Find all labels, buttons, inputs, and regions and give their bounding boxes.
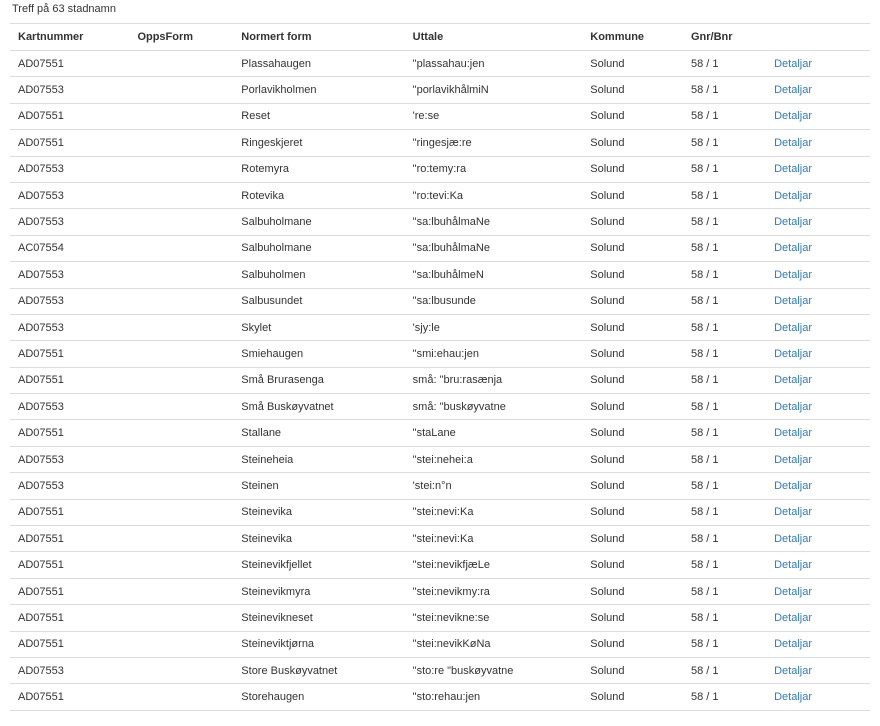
normert-form-cell: Smiehaugen [233, 341, 404, 367]
kartnummer-cell: AD07551 [10, 420, 129, 446]
table-row [10, 51, 870, 77]
detaljar-link[interactable]: Detaljar [774, 163, 812, 176]
kartnummer-cell: AD07551 [10, 526, 129, 552]
kartnummer-cell: AD07553 [10, 473, 129, 499]
detaljar-link[interactable]: Detaljar [774, 57, 812, 70]
table-row [10, 367, 870, 393]
uttale-cell: "ro:temy:ra [405, 156, 583, 182]
kommune-cell: Solund [582, 552, 683, 578]
gnr-bnr-cell: 58 / 1 [683, 262, 766, 288]
oppsform-cell [129, 394, 233, 420]
gnr-bnr-cell: 58 / 1 [683, 77, 766, 103]
gnr-bnr-cell: 58 / 1 [683, 103, 766, 129]
column-header-uttale: Uttale [405, 24, 583, 51]
kartnummer-cell: AD07551 [10, 499, 129, 525]
kartnummer-cell: AD07553 [10, 446, 129, 472]
gnr-bnr-cell: 58 / 1 [683, 394, 766, 420]
normert-form-cell: Salbuholmen [233, 262, 404, 288]
kommune-cell: Solund [582, 156, 683, 182]
uttale-cell: 'sjy:le [405, 314, 583, 340]
oppsform-cell [129, 473, 233, 499]
table-row [10, 499, 870, 525]
detail-cell [766, 473, 870, 499]
normert-form-cell: Steinevikmyra [233, 578, 404, 604]
oppsform-cell [129, 77, 233, 103]
uttale-cell: "stei:nevikne:se [405, 605, 583, 631]
detail-cell [766, 235, 870, 261]
gnr-bnr-cell: 58 / 1 [683, 341, 766, 367]
gnr-bnr-cell: 58 / 1 [683, 605, 766, 631]
gnr-bnr-cell: 58 / 1 [683, 235, 766, 261]
normert-form-cell: Små Buskøyvatnet [233, 394, 404, 420]
kartnummer-cell: AD07551 [10, 605, 129, 631]
detail-cell [766, 209, 870, 235]
kartnummer-cell: AD07553 [10, 77, 129, 103]
uttale-cell: "sto:rehau:jen [405, 684, 583, 710]
oppsform-cell [129, 526, 233, 552]
table-row [10, 314, 870, 340]
detaljar-link[interactable]: Detaljar [774, 84, 812, 97]
oppsform-cell [129, 631, 233, 657]
kommune-cell: Solund [582, 235, 683, 261]
detaljar-link[interactable]: Detaljar [774, 479, 812, 492]
detaljar-link[interactable]: Detaljar [774, 268, 812, 281]
table-row [10, 103, 870, 129]
normert-form-cell: Rotemyra [233, 156, 404, 182]
table-row [10, 657, 870, 683]
detaljar-link[interactable]: Detaljar [774, 110, 812, 123]
detaljar-link[interactable]: Detaljar [774, 532, 812, 545]
detail-cell [766, 262, 870, 288]
kommune-cell: Solund [582, 394, 683, 420]
kartnummer-cell: AD07553 [10, 209, 129, 235]
uttale-cell: "staLane [405, 420, 583, 446]
result-count: Treff på 63 stadnamn [12, 3, 116, 15]
gnr-bnr-cell: 58 / 1 [683, 209, 766, 235]
normert-form-cell: Plassahaugen [233, 51, 404, 77]
column-header-normert-form: Normert form [233, 24, 404, 51]
kommune-cell: Solund [582, 209, 683, 235]
uttale-cell: "stei:nevikfjæLe [405, 552, 583, 578]
gnr-bnr-cell: 58 / 1 [683, 578, 766, 604]
oppsform-cell [129, 578, 233, 604]
kartnummer-cell: AD07551 [10, 578, 129, 604]
uttale-cell: "stei:nevikmy:ra [405, 578, 583, 604]
normert-form-cell: Rotevika [233, 182, 404, 208]
kommune-cell: Solund [582, 631, 683, 657]
detail-cell [766, 77, 870, 103]
detail-cell [766, 657, 870, 683]
kommune-cell: Solund [582, 446, 683, 472]
kartnummer-cell: AD07551 [10, 341, 129, 367]
detaljar-link[interactable]: Detaljar [774, 664, 812, 677]
gnr-bnr-cell: 58 / 1 [683, 657, 766, 683]
kommune-cell: Solund [582, 605, 683, 631]
gnr-bnr-cell: 58 / 1 [683, 446, 766, 472]
gnr-bnr-cell: 58 / 1 [683, 684, 766, 710]
normert-form-cell: Salbuholmane [233, 209, 404, 235]
detaljar-link[interactable]: Detaljar [774, 374, 812, 387]
column-header-kommune: Kommune [582, 24, 683, 51]
detaljar-link[interactable]: Detaljar [774, 136, 812, 149]
detail-cell [766, 130, 870, 156]
normert-form-cell: Steinevikneset [233, 605, 404, 631]
kommune-cell: Solund [582, 182, 683, 208]
kommune-cell: Solund [582, 341, 683, 367]
gnr-bnr-cell: 58 / 1 [683, 314, 766, 340]
table-row [10, 578, 870, 604]
table-row [10, 605, 870, 631]
detail-cell [766, 288, 870, 314]
normert-form-cell: Store Buskøyvatnet [233, 657, 404, 683]
normert-form-cell: Ringeskjeret [233, 130, 404, 156]
detail-cell [766, 684, 870, 710]
gnr-bnr-cell: 58 / 1 [683, 288, 766, 314]
gnr-bnr-cell: 58 / 1 [683, 420, 766, 446]
normert-form-cell: Reset [233, 103, 404, 129]
detaljar-link[interactable]: Detaljar [774, 611, 812, 624]
detail-cell [766, 526, 870, 552]
oppsform-cell [129, 341, 233, 367]
detaljar-link[interactable]: Detaljar [774, 295, 812, 308]
uttale-cell: "sto:re "buskøyvatne [405, 657, 583, 683]
gnr-bnr-cell: 58 / 1 [683, 51, 766, 77]
oppsform-cell [129, 209, 233, 235]
gnr-bnr-cell: 58 / 1 [683, 182, 766, 208]
detaljar-link[interactable]: Detaljar [774, 400, 812, 413]
normert-form-cell: Steinen [233, 473, 404, 499]
kommune-cell: Solund [582, 499, 683, 525]
oppsform-cell [129, 182, 233, 208]
detail-cell [766, 578, 870, 604]
table-row [10, 209, 870, 235]
detail-cell [766, 182, 870, 208]
detaljar-link[interactable]: Detaljar [774, 216, 812, 229]
gnr-bnr-cell: 58 / 1 [683, 499, 766, 525]
table-row [10, 420, 870, 446]
kartnummer-cell: AD07551 [10, 103, 129, 129]
kommune-cell: Solund [582, 103, 683, 129]
column-header-actions [766, 24, 870, 51]
table-row [10, 182, 870, 208]
oppsform-cell [129, 156, 233, 182]
normert-form-cell: Porlavikholmen [233, 77, 404, 103]
detaljar-link[interactable]: Detaljar [774, 347, 812, 360]
gnr-bnr-cell: 58 / 1 [683, 526, 766, 552]
uttale-cell: "porlavikhålmiN [405, 77, 583, 103]
uttale-cell: "sa:lbuhålmaNe [405, 209, 583, 235]
table-row [10, 77, 870, 103]
table-row [10, 526, 870, 552]
kommune-cell: Solund [582, 262, 683, 288]
detail-cell [766, 314, 870, 340]
header-row [10, 24, 870, 51]
detail-cell [766, 631, 870, 657]
uttale-cell: "stei:nehei:a [405, 446, 583, 472]
kartnummer-cell: AD07551 [10, 631, 129, 657]
table-row [10, 288, 870, 314]
oppsform-cell [129, 130, 233, 156]
normert-form-cell: Skylet [233, 314, 404, 340]
table-row [10, 446, 870, 472]
table-row [10, 130, 870, 156]
oppsform-cell [129, 367, 233, 393]
column-header-oppsform: OppsForm [129, 24, 233, 51]
detaljar-link[interactable]: Detaljar [774, 427, 812, 440]
uttale-cell: 're:se [405, 103, 583, 129]
detail-cell [766, 103, 870, 129]
kommune-cell: Solund [582, 77, 683, 103]
oppsform-cell [129, 103, 233, 129]
uttale-cell: "plassahau:jen [405, 51, 583, 77]
detail-cell [766, 156, 870, 182]
kommune-cell: Solund [582, 526, 683, 552]
kartnummer-cell: AD07551 [10, 130, 129, 156]
gnr-bnr-cell: 58 / 1 [683, 552, 766, 578]
column-header-gnr-bnr: Gnr/Bnr [683, 24, 766, 51]
oppsform-cell [129, 51, 233, 77]
kartnummer-cell: AD07553 [10, 156, 129, 182]
gnr-bnr-cell: 58 / 1 [683, 130, 766, 156]
kartnummer-cell: AD07553 [10, 262, 129, 288]
uttale-cell: "sa:lbusunde [405, 288, 583, 314]
uttale-cell: små: "bru:rasænja [405, 367, 583, 393]
detaljar-link[interactable]: Detaljar [774, 638, 812, 651]
normert-form-cell: Storehaugen [233, 684, 404, 710]
gnr-bnr-cell: 58 / 1 [683, 367, 766, 393]
detail-cell [766, 446, 870, 472]
detaljar-link[interactable]: Detaljar [774, 189, 812, 202]
oppsform-cell [129, 552, 233, 578]
oppsform-cell [129, 657, 233, 683]
kartnummer-cell: AD07553 [10, 394, 129, 420]
detail-cell [766, 420, 870, 446]
table-row [10, 262, 870, 288]
normert-form-cell: Steinevikfjellet [233, 552, 404, 578]
detaljar-link[interactable]: Detaljar [774, 321, 812, 334]
table-row [10, 235, 870, 261]
kommune-cell: Solund [582, 684, 683, 710]
uttale-cell: små: "buskøyvatne [405, 394, 583, 420]
table-row [10, 473, 870, 499]
table-row [10, 341, 870, 367]
gnr-bnr-cell: 58 / 1 [683, 631, 766, 657]
kommune-cell: Solund [582, 578, 683, 604]
detail-cell [766, 367, 870, 393]
detail-cell [766, 499, 870, 525]
oppsform-cell [129, 420, 233, 446]
normert-form-cell: Stallane [233, 420, 404, 446]
uttale-cell: "ringesjæ:re [405, 130, 583, 156]
kommune-cell: Solund [582, 130, 683, 156]
detail-cell [766, 394, 870, 420]
table-row [10, 156, 870, 182]
kartnummer-cell: AD07553 [10, 182, 129, 208]
uttale-cell: "ro:tevi:Ka [405, 182, 583, 208]
detaljar-link[interactable]: Detaljar [774, 506, 812, 519]
detaljar-link[interactable]: Detaljar [774, 691, 812, 704]
table-row [10, 631, 870, 657]
detaljar-link[interactable]: Detaljar [774, 453, 812, 466]
uttale-cell: "smi:ehau:jen [405, 341, 583, 367]
oppsform-cell [129, 605, 233, 631]
column-header-kartnummer: Kartnummer [10, 24, 129, 51]
oppsform-cell [129, 235, 233, 261]
table-row [10, 394, 870, 420]
detail-cell [766, 341, 870, 367]
kartnummer-cell: AD07553 [10, 314, 129, 340]
kartnummer-cell: AD07551 [10, 552, 129, 578]
uttale-cell: "stei:nevi:Ka [405, 499, 583, 525]
normert-form-cell: Salbuholmane [233, 235, 404, 261]
uttale-cell: "stei:nevikKøNa [405, 631, 583, 657]
kommune-cell: Solund [582, 657, 683, 683]
normert-form-cell: Salbusundet [233, 288, 404, 314]
detail-cell [766, 552, 870, 578]
kartnummer-cell: AD07553 [10, 657, 129, 683]
detail-cell [766, 51, 870, 77]
uttale-cell: "sa:lbuhålmaNe [405, 235, 583, 261]
detaljar-link[interactable]: Detaljar [774, 559, 812, 572]
detail-cell [766, 605, 870, 631]
kommune-cell: Solund [582, 288, 683, 314]
uttale-cell: "stei:nevi:Ka [405, 526, 583, 552]
gnr-bnr-cell: 58 / 1 [683, 473, 766, 499]
uttale-cell: 'stei:n°n [405, 473, 583, 499]
kommune-cell: Solund [582, 473, 683, 499]
normert-form-cell: Små Brurasenga [233, 367, 404, 393]
oppsform-cell [129, 684, 233, 710]
normert-form-cell: Steineviktjørna [233, 631, 404, 657]
kommune-cell: Solund [582, 314, 683, 340]
gnr-bnr-cell: 58 / 1 [683, 156, 766, 182]
kartnummer-cell: AD07553 [10, 288, 129, 314]
oppsform-cell [129, 446, 233, 472]
kartnummer-cell: AD07551 [10, 367, 129, 393]
kartnummer-cell: AC07554 [10, 235, 129, 261]
table-row [10, 552, 870, 578]
kommune-cell: Solund [582, 367, 683, 393]
results-table [10, 23, 870, 711]
oppsform-cell [129, 499, 233, 525]
normert-form-cell: Steinevika [233, 499, 404, 525]
oppsform-cell [129, 288, 233, 314]
oppsform-cell [129, 262, 233, 288]
detaljar-link[interactable]: Detaljar [774, 585, 812, 598]
oppsform-cell [129, 314, 233, 340]
kommune-cell: Solund [582, 420, 683, 446]
table-row [10, 684, 870, 710]
normert-form-cell: Steinevika [233, 526, 404, 552]
detaljar-link[interactable]: Detaljar [774, 242, 812, 255]
kartnummer-cell: AD07551 [10, 51, 129, 77]
normert-form-cell: Steineheia [233, 446, 404, 472]
kartnummer-cell: AD07551 [10, 684, 129, 710]
uttale-cell: "sa:lbuhålmeN [405, 262, 583, 288]
kommune-cell: Solund [582, 51, 683, 77]
